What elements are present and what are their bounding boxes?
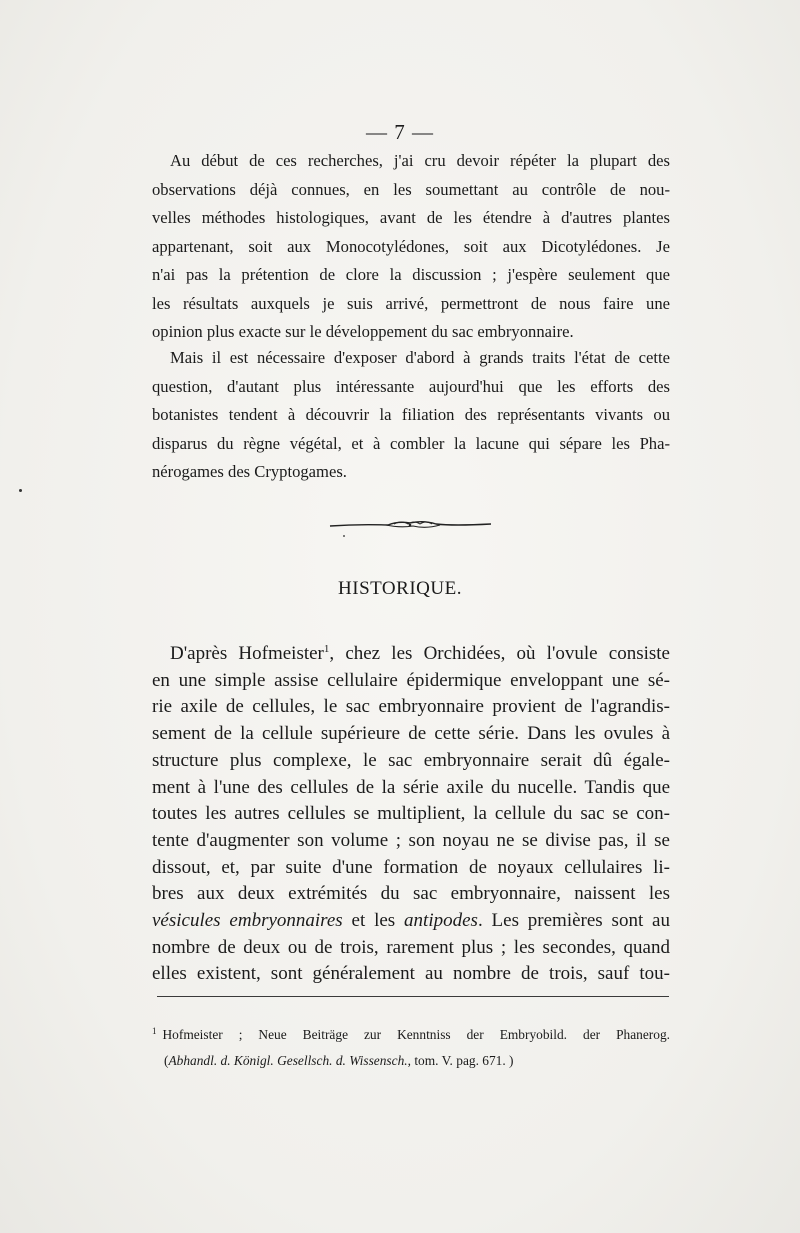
footnote-reference: 1 bbox=[323, 643, 330, 655]
text-segment: et les bbox=[342, 910, 405, 932]
text-line: velles méthodes histologiques, avant de les étendre à d'autres plantes bbox=[152, 208, 670, 227]
text-line: sement de la cellule supérieure de cette série. Dans les ovules à bbox=[152, 723, 670, 745]
text-line: bres aux deux extrémités du sac embryonnaire, naissent les bbox=[152, 883, 670, 905]
text-segment: . Les premières sont au bbox=[477, 910, 670, 932]
text-line: nérogames des Cryptogames. bbox=[152, 462, 347, 481]
text-line: structure plus complexe, le sac embryonnaire serait dû égale- bbox=[152, 749, 670, 771]
text-line: ment à l'une des cellules de la série axile du nucelle. Tandis que bbox=[152, 776, 670, 798]
text-line: observations déjà connues, en les soumettant au contrôle de nou- bbox=[152, 179, 670, 199]
text-segment: D'après Hofmeister bbox=[170, 643, 324, 664]
footnote bbox=[152, 1018, 670, 1074]
stray-ink-mark bbox=[19, 489, 22, 492]
text-line: toutes les autres cellules se multiplient, la cellule du sac se con- bbox=[152, 803, 670, 825]
intro-paragraph-1 bbox=[152, 147, 670, 347]
ornamental-divider bbox=[328, 518, 493, 532]
text-segment: ( bbox=[164, 1053, 169, 1068]
text-line: opinion plus exacte sur le développement du sac embryonnaire. bbox=[152, 322, 574, 341]
italic-term: vésicules embryonnaires bbox=[152, 910, 343, 932]
italic-term: antipodes bbox=[404, 910, 478, 932]
footnote-marker: 1 bbox=[152, 1026, 157, 1036]
text-line: n'ai pas la prétention de clore la discussion ; j'espère seulement que bbox=[152, 265, 670, 284]
text-line: Mais il est nécessaire d'exposer d'abord à grands traits l'état de cette bbox=[170, 348, 670, 367]
text-line: dissout, et, par suite d'une formation de noyaux cellulaires li- bbox=[152, 856, 670, 878]
text-line: elles existent, sont généralement au nombre de trois, sauf tou- bbox=[152, 963, 670, 985]
footnote-separator bbox=[157, 996, 669, 997]
text-segment: , chez les Orchidées, où l'ovule consiste bbox=[329, 643, 670, 664]
footnote-line bbox=[152, 1048, 670, 1074]
text-line: botanistes tendent à découvrir la filiation des représentants vivants ou bbox=[152, 405, 670, 424]
text-line: question, d'autant plus intéressante aujourd'hui que les efforts des bbox=[152, 376, 670, 396]
text-line bbox=[152, 908, 670, 935]
page-number: — 7 — bbox=[366, 120, 434, 144]
text-line: nombre de deux ou de trois, rarement plus ; les secondes, quand bbox=[152, 936, 670, 958]
text-segment: Hofmeister ; Neue Beiträge zur Kenntniss der Embryobild. der Phanerog. bbox=[162, 1027, 670, 1042]
intro-paragraph-2 bbox=[152, 344, 670, 487]
text-line: rie axile de cellules, le sac embryonnaire provient de l'agrandis- bbox=[152, 696, 670, 718]
text-segment: , tom. V. pag. 671. ) bbox=[407, 1053, 514, 1068]
historique-paragraph bbox=[152, 636, 670, 988]
stray-ink-dot bbox=[343, 535, 345, 537]
section-title: HISTORIQUE. bbox=[338, 578, 462, 599]
footnote-line bbox=[152, 1018, 670, 1048]
text-line: appartenant, soit aux Monocotylédones, soit aux Dicotylédones. Je bbox=[152, 236, 670, 256]
text-line: tente d'augmenter son volume ; son noyau ne se divise pas, il se bbox=[152, 829, 670, 851]
citation-title: Abhandl. d. Königl. Gesellsch. d. Wissensch. bbox=[168, 1053, 408, 1068]
text-line: disparus du règne végétal, et à combler la lacune qui sépare les Pha- bbox=[152, 433, 670, 453]
text-line: Au début de ces recherches, j'ai cru devoir répéter la plupart des bbox=[170, 151, 670, 170]
text-line bbox=[152, 636, 670, 668]
text-line: les résultats auxquels je suis arrivé, permettront de nous faire une bbox=[152, 293, 670, 313]
text-line: en une simple assise cellulaire épidermique enveloppant une sé- bbox=[152, 669, 670, 691]
